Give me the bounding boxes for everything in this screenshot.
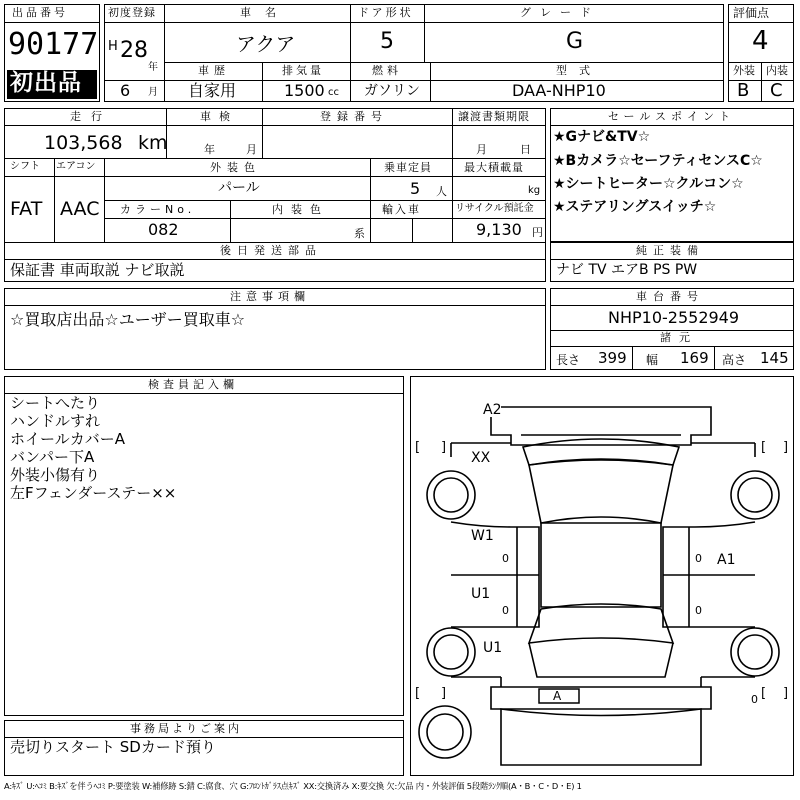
legend-text: A:ｷｽﾞ U:ﾍｺﾐ B:ｷｽﾞを伴うﾍｺﾐ P:要塗装 W:補修跡 S:錆 C:腐食、穴 G:ﾌﾛﾝﾄｶﾞﾗｽ点ｷｽﾞ XX:交換済み X:要交換 欠:欠品 内・外装評価 5段階ﾗﾝｸ順(A・B・C・D・E) 1 (4, 781, 582, 791)
shift-label: シフト (10, 161, 40, 172)
model-label: 型式 (556, 64, 602, 77)
ext-color-label: 外装色 (210, 161, 261, 174)
mileage-unit: km (138, 132, 168, 154)
dims-label: 諸元 (660, 331, 698, 344)
ext-grade: B (737, 80, 750, 101)
transfer-day-unit: 日 (520, 143, 531, 156)
transfer-month-unit: 月 (476, 143, 487, 156)
bracket-right-rear-open: [ (761, 686, 767, 701)
history-label: 車歴 (198, 64, 230, 77)
damage-diagram (410, 376, 794, 776)
mileage-label: 走行 (70, 110, 112, 123)
door-label: ドア形状 (358, 6, 414, 19)
inspector-label: 検査員記入欄 (148, 378, 238, 391)
capacity-unit: 人 (436, 185, 447, 198)
bracket-left-rear-open: [ (415, 686, 421, 701)
reg-no-label: 登録番号 (320, 110, 388, 123)
grade-label: グレード (520, 6, 600, 19)
office-value: 売切りスタート SDカード預り (10, 738, 216, 756)
width-label: 幅 (646, 353, 659, 367)
sales-points-label: セールスポイント (608, 110, 736, 123)
sales-point-2: ★Bカメラ☆セーフティセンスC☆ (553, 153, 763, 169)
mark-zero-1: 0 (502, 552, 509, 565)
chassis-label: 車台番号 (636, 290, 704, 303)
ext-grade-label: 外装 (733, 64, 755, 77)
first-reg-label: 初度登録 (108, 6, 156, 19)
displacement: 1500 (284, 81, 325, 100)
inspector-line-4: バンパー下A (10, 448, 95, 466)
sales-point-4: ★ステアリングスイッチ☆ (553, 199, 717, 215)
recycle-label: リサイクル預託金 (455, 203, 534, 214)
length: 399 (598, 349, 627, 367)
shift: FAT (10, 198, 43, 220)
mark-zero-4: 0 (695, 604, 702, 617)
bracket-right-rear-close: ] (783, 686, 789, 701)
fuel-label: 燃料 (372, 64, 402, 77)
fuel: ガソリン (364, 83, 420, 99)
car-name-label: 車名 (240, 6, 290, 19)
sales-point-3: ★シートヒーター☆クルコン☆ (553, 176, 744, 192)
lot-number: 90177 (8, 27, 99, 62)
inspection-year-unit: 年 (204, 143, 215, 156)
bracket-left-front-close: ] (441, 440, 447, 455)
bracket-right-front-close: ] (783, 440, 789, 455)
inspector-line-1: シートへたり (10, 394, 101, 412)
bracket-left-front-open: [ (415, 440, 421, 455)
later-parts-label: 後日発送部品 (220, 244, 322, 257)
max-load-unit: kg (528, 185, 541, 196)
mark-a: A (553, 689, 562, 703)
notes-value: ☆買取店出品☆ユーザー買取車☆ (10, 310, 246, 329)
history: 自家用 (188, 81, 237, 100)
aircon-label: エアコン (56, 161, 96, 172)
inspector-line-3: ホイールカバーA (10, 430, 125, 448)
inspector-line-2: ハンドルすれ (10, 412, 101, 430)
mark-xx: XX (471, 450, 491, 466)
bracket-right-front-open: [ (761, 440, 767, 455)
mark-u1-b: U1 (483, 640, 503, 656)
int-grade-label: 内装 (766, 64, 788, 77)
int-color-unit: 系 (354, 227, 365, 240)
displacement-unit: cc (328, 87, 339, 98)
notes-label: 注意事項欄 (230, 290, 310, 303)
length-label: 長さ (556, 353, 581, 367)
bracket-left-rear-close: ] (441, 686, 447, 701)
office-label: 事務局よりご案内 (130, 722, 242, 735)
aircon: AAC (60, 198, 100, 220)
model: DAA-NHP10 (512, 81, 606, 100)
width: 169 (680, 349, 709, 367)
max-load-label: 最大積載量 (464, 161, 524, 174)
mark-zero-2: 0 (502, 604, 509, 617)
era-mark: H (108, 39, 118, 54)
inspection-label: 車検 (200, 110, 238, 123)
int-grade: C (770, 80, 783, 101)
recycle-unit: 円 (532, 226, 543, 239)
chassis-value: NHP10-2552949 (608, 308, 740, 327)
mark-zero-5: 0 (751, 693, 758, 706)
mark-u1-a: U1 (471, 586, 491, 602)
inspection-month-unit: 月 (246, 143, 257, 156)
inspector-line-5: 外装小傷有り (10, 466, 101, 484)
displacement-label: 排気量 (282, 64, 324, 77)
ext-color: パール (218, 180, 260, 196)
equipment-value: ナビ TV エアB PS PW (556, 262, 698, 278)
year-unit: 年 (148, 62, 158, 73)
capacity-label: 乗車定員 (384, 161, 432, 174)
score-label: 評価点 (733, 6, 770, 20)
sales-point-1: ★Gナビ&TV☆ (553, 129, 651, 145)
grade: G (566, 29, 584, 54)
color-no-label: カラーNo. (120, 203, 196, 216)
first-listing-label: 初出品 (10, 70, 82, 96)
reg-year: 28 (120, 38, 148, 63)
mark-zero-3: 0 (695, 552, 702, 565)
month-unit: 月 (148, 87, 158, 98)
lot-number-label: 出品番号 (12, 6, 68, 19)
capacity: 5 (410, 179, 421, 198)
equipment-label: 純正装備 (636, 244, 704, 257)
door: 5 (380, 29, 394, 54)
mark-a1: A1 (717, 552, 736, 568)
car-name: アクア (236, 32, 296, 56)
int-color-label: 内装色 (272, 203, 329, 216)
recycle: 9,130 (476, 220, 522, 239)
import-label: 輸入車 (382, 203, 421, 216)
later-parts: 保証書 車両取説 ナビ取説 (10, 261, 185, 279)
color-no: 082 (148, 220, 179, 239)
mark-w1: W1 (471, 528, 494, 544)
reg-month: 6 (120, 81, 131, 100)
mileage: 103,568 (44, 132, 123, 154)
score: 4 (752, 26, 769, 56)
mark-a2: A2 (483, 402, 502, 418)
car-outline (411, 377, 795, 777)
inspector-line-6: 左Fフェンダーステー×× (10, 484, 177, 502)
transfer-label: 譲渡書類期限 (458, 110, 530, 123)
height-label: 高さ (722, 353, 747, 367)
height: 145 (760, 349, 789, 367)
